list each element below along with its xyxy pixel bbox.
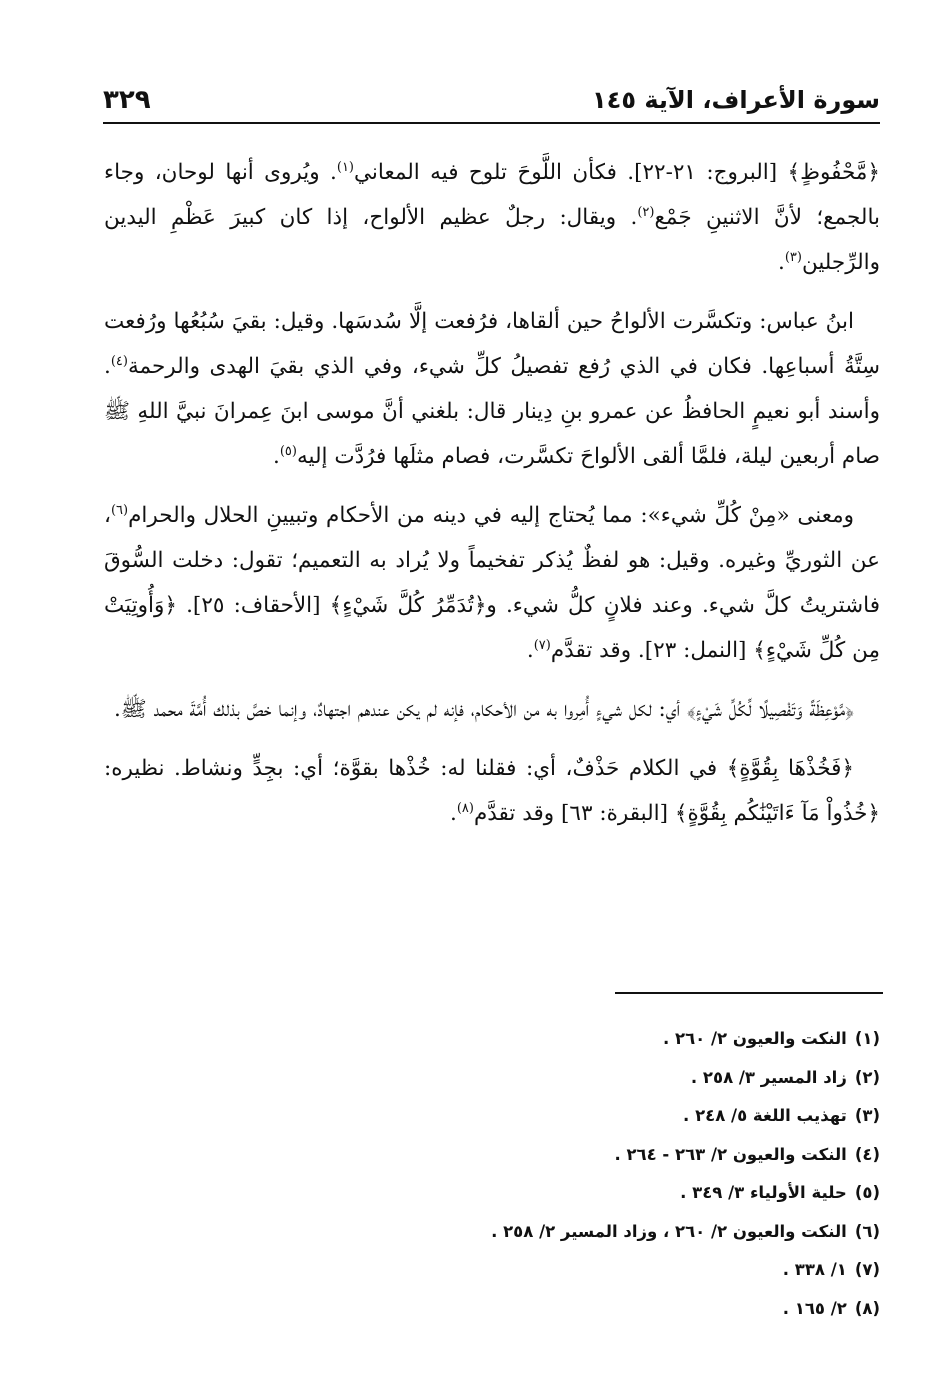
footnotes	[104, 1020, 880, 1328]
paragraph-1	[104, 150, 880, 285]
footnote-text: حلية الأولياء ٣/ ٣٤٩ .	[680, 1183, 847, 1202]
footnote-rule	[615, 992, 883, 994]
text-run: ﴿فَخُذْهَا بِقُوَّةٍ﴾ في الكلام حَذْفٌ، أي: فقلنا له: خُذْها بقوَّة؛ أي: بجِدٍّ ونشاط. نظيره: ﴿خُذُواْ مَآ ءَاتَيْنَٰكُم بِقُوَّةٍ﴾ [البقرة: ٦٣] وقد تقدَّم	[104, 756, 880, 826]
footnote	[104, 1097, 880, 1136]
footnote-number: (٥)	[854, 1183, 880, 1202]
paragraph-3	[104, 493, 880, 673]
footnote-text: تهذيب اللغة ٥/ ٢٤٨ .	[683, 1106, 847, 1125]
footnote-number: (٢)	[854, 1067, 880, 1087]
footnote	[104, 1020, 880, 1059]
text-run: ومعنى «مِنْ كُلِّ شيء»: مما يُحتاج إليه في دينه من الأحكام وتبيينِ الحلال والحرام	[128, 503, 854, 528]
footnote-ref: (٦)	[110, 502, 129, 518]
text-run: .	[777, 250, 785, 275]
footnote-text: النكت والعيون ٢/ ٢٦٠ ، وزاد المسير ٢/ ٢٥٨ .	[491, 1221, 847, 1241]
header-rule	[103, 122, 880, 124]
text-run: .	[272, 444, 280, 469]
text-run: . ويُروى أنها لوحان، وجاء بالجمع؛ لأنَّ الاثنينِ جَمْع	[104, 160, 881, 230]
footnote	[104, 1059, 880, 1098]
footnote-number: (٤)	[854, 1144, 880, 1164]
footnote-text: زاد المسير ٣/ ٢٥٨ .	[690, 1067, 847, 1087]
footnote-text: النكت والعيون ٢/ ٢٦٠ .	[663, 1029, 847, 1048]
footnote	[104, 1251, 880, 1290]
footnote-number: (٨)	[854, 1298, 880, 1318]
paragraph-2	[104, 299, 880, 479]
page-number: ٣٢٩	[103, 85, 151, 115]
footnote-text: ٢/ ١٦٥ .	[782, 1298, 847, 1318]
paragraph-4	[104, 687, 880, 732]
footnote-ref: (٥)	[279, 443, 297, 459]
text-run: ، عن الثوريِّ وغيره. وقيل: هو لفظٌ يُذكر تفخيماً ولا يُراد به التعميم؛ تقول: دخلت السُّوقَ فاشتريتُ كلَّ شيء. وعند فلانٍ كلُّ شيء. و﴿تُدَمِّرُ كُلَّ شَيْءٍ﴾ [الأحقاف: ٢٥]. ﴿وَأُوتِيَتْ مِن كُلِّ شَيْءٍ﴾ [النمل: ٢٣]. وقد تقدَّم	[104, 503, 880, 663]
footnote-ref: (١)	[336, 159, 354, 175]
footnote-ref: (٢)	[637, 204, 655, 220]
footnote	[104, 1136, 880, 1175]
text-run: .	[449, 801, 457, 826]
footnote-text: ١/ ٣٣٨ .	[782, 1260, 847, 1279]
footnote-ref: (٨)	[456, 800, 474, 816]
footnote	[104, 1213, 880, 1252]
footnote-ref: (٧)	[533, 637, 551, 653]
footnote-number: (٦)	[854, 1221, 880, 1241]
text-run: . وأسند أبو نعيمٍ الحافظُ عن عمرو بنِ دِينار قال: بلغني أنَّ موسى ابنَ عِمرانَ نبيَّ اللهِ ﷺ صام أربعين ليلة، فلمَّا ألقى الألواحَ تكسَّرت، فصام مثلَها فرُدَّت إليه	[104, 354, 880, 469]
footnote-ref: (٣)	[784, 249, 802, 265]
paragraph-5	[104, 746, 880, 836]
running-title: سورة الأعراف، الآية ١٤٥	[592, 86, 880, 114]
footnote-number: (١)	[854, 1029, 880, 1048]
footnote-number: (٧)	[854, 1260, 880, 1279]
footnote	[104, 1290, 880, 1329]
text-run: ﴿مَّحْفُوظٍ﴾ [البروج: ٢١-٢٢]. فكأن اللَّوحَ تلوح فيه المعاني	[354, 160, 881, 185]
main-text	[104, 150, 880, 850]
text-run: ابنُ عباس: وتكسَّرت الألواحُ حين ألقاها، فرُفعت إلَّا سُدسَها. وقيل: بقيَ سُبُعُها ورُفعت سِتَّةُ أسباعِها. فكان في الذي رُفع تفصيلُ كلِّ شيء، وفي الذي بقيَ الهدى والرحمة	[104, 309, 880, 379]
footnote-ref: (٤)	[110, 353, 128, 369]
page-header	[103, 80, 880, 124]
text-run: .	[526, 638, 534, 663]
footnote-number: (٣)	[854, 1106, 880, 1125]
text-run: ﴿مَّوْعِظَةً وَتَفْصِيلًا لِّكُلِّ شَيْءٍ﴾ أي: لكل شيءٍ أُمِروا به من الأحكام، فإنه لم يكن عندهم اجتهادٌ، وإنما خصَّ بذلك أُمَّةَ محمد ﷺ.	[113, 697, 854, 722]
footnote-text: النكت والعيون ٢/ ٢٦٣ - ٢٦٤ .	[614, 1144, 847, 1164]
footnote	[104, 1174, 880, 1213]
text-run: . ويقال: رجلٌ عظيم الألواح، إذا كان كبيرَ عَظْمِ اليدين والرِّجلين	[104, 205, 880, 275]
